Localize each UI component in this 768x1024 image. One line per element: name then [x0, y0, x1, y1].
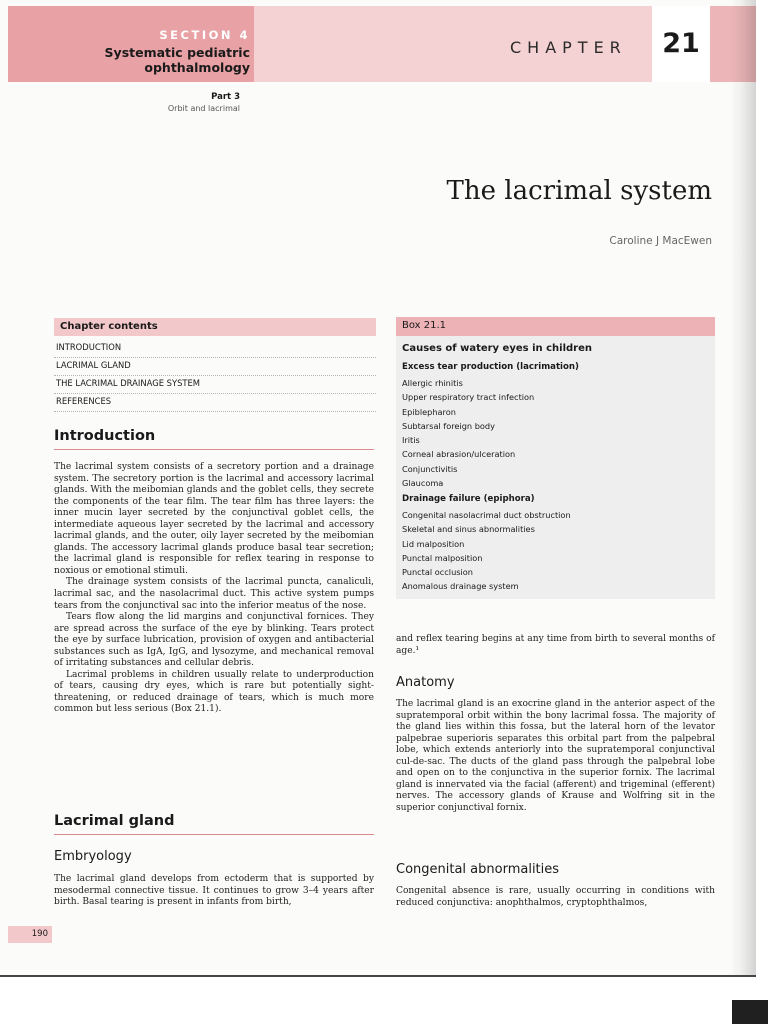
box-group2-heading: Drainage failure (epiphora)	[402, 494, 535, 504]
anatomy-heading: Anatomy	[396, 675, 455, 690]
chapter-title: The lacrimal system	[446, 176, 712, 206]
part-subtitle: Orbit and lacrimal	[167, 104, 240, 113]
section-label: SECTION 4	[159, 28, 250, 42]
contents-item[interactable]: REFERENCES	[54, 394, 376, 412]
introduction-paragraph: The drainage system consists of the lacrimal puncta, canaliculi, lacrimal sac, and the nasolacrimal duct. This active system pumps tears from the conjunctival sac into the inferior meatus of the nose.	[54, 577, 374, 611]
lacrimal-gland-heading: Lacrimal gland	[54, 813, 175, 829]
introduction-paragraph: The lacrimal system consists of a secretory portion and a drainage system. The secretory portion is the lacrimal and accessory lacrimal glands. With the meibomian glands and the goblet cells, they secrete the components of the tear film. The tear film has three layers: the inner mucin layer secreted by the conjunctival goblet cells, the intermediate aqueous layer secreted by the lacrimal and accessory lacrimal glands, and the outer, oily layer secreted by the meibomian glands. The accessory lacrimal glands produce basal tear secretion; the lacrimal gland is responsible for reflex tearing in response to noxious or emotional stimuli.	[54, 462, 374, 576]
chapter-number-box	[652, 6, 710, 82]
box-label: Box 21.1	[402, 320, 447, 331]
contents-item[interactable]: LACRIMAL GLAND	[54, 358, 376, 376]
chapter-contents-heading-bar	[54, 318, 376, 336]
chapter-word: CHAPTER	[510, 38, 627, 57]
author: Caroline J MacEwen	[609, 235, 712, 247]
list-item: Anomalous drainage system	[402, 581, 519, 592]
list-item: Glaucoma	[402, 478, 444, 489]
list-item: Punctal malposition	[402, 552, 483, 563]
list-item: Iritis	[402, 435, 420, 446]
list-item: Allergic rhinitis	[402, 378, 463, 388]
congenital-heading: Congenital abnormalities	[396, 862, 560, 877]
embryology-paragraph: The lacrimal gland develops from ectoderm that is supported by mesodermal connective tissue. It continues to grow 3–4 years after birth. Basal tearing is present in infants from birth,	[54, 874, 374, 908]
chapter-number: 21	[662, 28, 700, 59]
scan-corner	[732, 1000, 768, 1024]
embryology-body	[54, 874, 374, 909]
lacrimal-gland-rule	[54, 834, 374, 835]
section-title	[20, 45, 250, 75]
chapter-contents-heading: Chapter contents	[60, 321, 158, 332]
list-item: Lid malposition	[402, 538, 465, 549]
contents-item[interactable]: THE LACRIMAL DRAINAGE SYSTEM	[54, 376, 376, 394]
embryology-heading: Embryology	[54, 849, 132, 864]
anatomy-body	[396, 699, 715, 814]
list-item: Congenital nasolacrimal duct obstruction	[402, 510, 571, 520]
box-group1-heading: Excess tear production (lacrimation)	[402, 362, 579, 372]
list-item: Punctal occlusion	[402, 567, 473, 578]
section-title-line2: ophthalmology	[144, 60, 250, 75]
anatomy-paragraph: The lacrimal gland is an exocrine gland in the anterior aspect of the supratemporal orbit within the bony lacrimal fossa. The majority of the gland lies within this fossa, but the lateral horn of the levator palpebrae superioris separates this orbital part from the palpebral lobe, which extends anteriorly into the supratemporal conjunctival cul-de-sac. The ducts of the gland pass through the palpebral lobe and open on to the conjunctiva in the superior fornix. The lacrimal gland is innervated via the facial (afferent) and trigeminal (efferent) nerves. The accessory glands of Krause and Wolfring sit in the superior conjunctival fornix.	[396, 699, 715, 813]
list-item: Conjunctivitis	[402, 463, 458, 474]
introduction-paragraph: Tears flow along the lid margins and conjunctival fornices. They are spread across the surface of the eye by blinking. Tears protect the eye by surface lubrication, provision of oxygen and antibacterial substances such as IgA, IgG, and lysozyme, and mechanical removal of irritating substances and cellular debris.	[54, 612, 374, 669]
page-number-box	[8, 926, 52, 943]
list-item: Corneal abrasion/ulceration	[402, 449, 516, 460]
page-number: 190	[31, 929, 48, 939]
page-bottom-edge	[0, 975, 756, 977]
section-header-band	[8, 6, 254, 82]
box-label-bar	[396, 317, 715, 336]
list-item: Upper respiratory tract infection	[402, 392, 535, 403]
box-group1-list	[402, 376, 534, 490]
contents-item[interactable]: INTRODUCTION	[54, 340, 376, 358]
box-title: Causes of watery eyes in children	[402, 343, 592, 354]
box-group2-list	[402, 508, 571, 594]
part-label: Part 3	[211, 92, 240, 102]
introduction-body	[54, 462, 374, 716]
list-item: Epiblepharon	[402, 406, 456, 417]
section-title-line1: Systematic pediatric	[104, 45, 250, 60]
list-item: Skeletal and sinus abnormalities	[402, 524, 535, 535]
page-edge-shadow	[730, 0, 756, 976]
list-item: Subtarsal foreign body	[402, 420, 495, 431]
introduction-rule	[54, 449, 374, 450]
continuation-text	[396, 634, 715, 657]
introduction-heading: Introduction	[54, 428, 156, 444]
congenital-paragraph: Congenital absence is rare, usually occurring in conditions with reduced conjunctiva: anophthalmos, cryptophthalmos,	[396, 886, 715, 908]
box-21-1	[396, 317, 715, 599]
chapter-contents-list	[54, 340, 376, 412]
congenital-body	[396, 886, 715, 909]
introduction-paragraph: Lacrimal problems in children usually relate to underproduction of tears, causing dry eyes, which is rare but potentially sight-threatening, or reduced drainage of tears, which is much more common but less serious (Box 21.1).	[54, 669, 374, 715]
continuation-paragraph: and reflex tearing begins at any time from birth to several months of age.¹	[396, 634, 715, 656]
